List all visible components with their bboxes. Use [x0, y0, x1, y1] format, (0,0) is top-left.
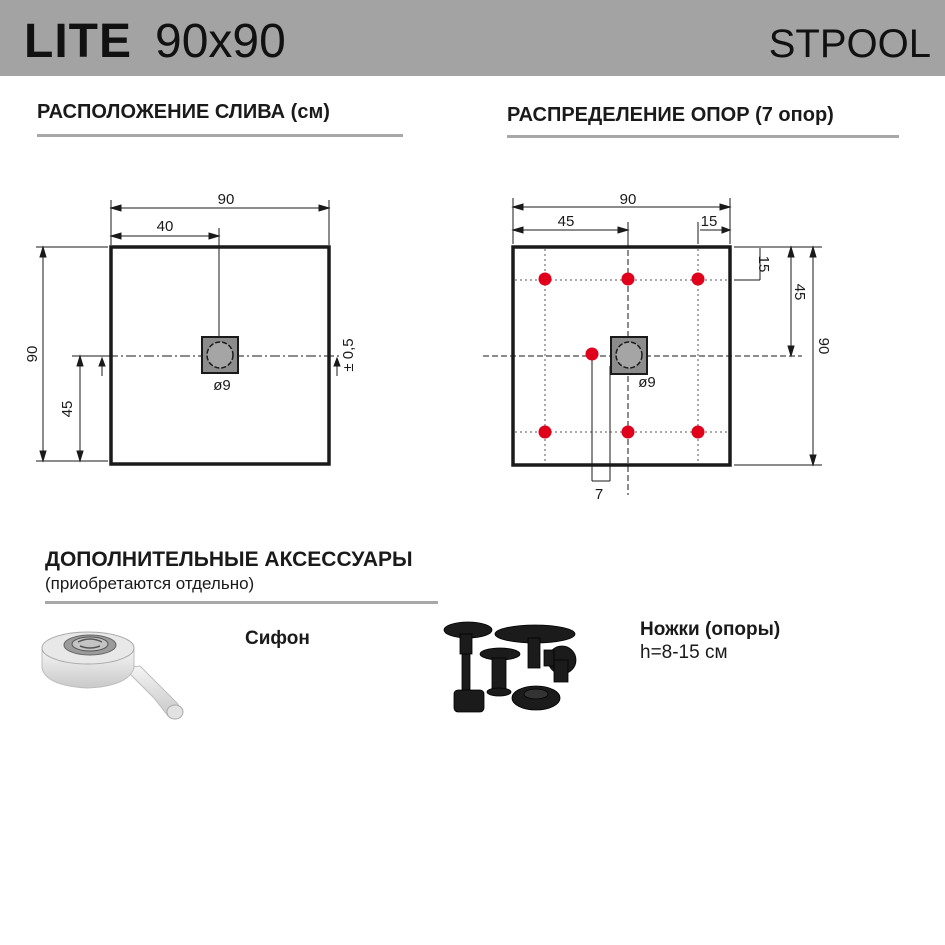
model-size: 90x90 [155, 15, 286, 68]
siphon-icon [36, 620, 186, 730]
supports-edge-y-label: 15 [755, 255, 772, 273]
accessories-subtitle: (приобретаются отдельно) [45, 574, 255, 593]
siphon-label: Сифон [245, 628, 310, 649]
supports-width-label: 90 [619, 191, 637, 208]
supports-edge-x-label: 15 [700, 213, 718, 230]
support-offset-label: 7 [594, 486, 604, 503]
supports-center-y-dimension [788, 247, 794, 356]
support-point [622, 273, 635, 286]
supports-center-x-label: 45 [557, 213, 575, 230]
support-offset-dimension [592, 356, 610, 481]
support-point [622, 426, 635, 439]
support-legs-label: Ножки (опоры) [640, 619, 781, 640]
supports-height-label: 90 [815, 337, 832, 355]
support-point [539, 273, 552, 286]
accessories-divider [45, 601, 438, 604]
brand-name: STPOOL [768, 22, 931, 66]
support-point [692, 273, 705, 286]
tolerance-label: ± 0,5 [340, 338, 357, 372]
support-point [692, 426, 705, 439]
model-name: LITE [24, 15, 132, 68]
drain-diameter-label: ø9 [213, 377, 231, 394]
width-dimension-label: 90 [217, 191, 235, 208]
supports-drain-icon [611, 337, 647, 374]
support-legs-icon [440, 620, 590, 718]
support-point [539, 426, 552, 439]
supports-height-dimension [810, 247, 816, 465]
supports-section-title: РАСПРЕДЕЛЕНИЕ ОПОР (7 опор) [507, 104, 834, 126]
support-point [586, 348, 599, 361]
accessories-title: ДОПОЛНИТЕЛЬНЫЕ АКСЕССУАРЫ [45, 548, 413, 571]
supports-center-y-label: 45 [791, 283, 808, 301]
drain-offset-y-label: 45 [59, 400, 76, 418]
supports-drain-diameter-label: ø9 [638, 374, 656, 391]
height-dimension-label: 90 [24, 345, 41, 363]
drain-section-title: РАСПОЛОЖЕНИЕ СЛИВА (см) [37, 101, 330, 123]
drain-offset-x-label: 40 [156, 218, 174, 235]
support-legs-height: h=8-15 см [640, 642, 728, 663]
